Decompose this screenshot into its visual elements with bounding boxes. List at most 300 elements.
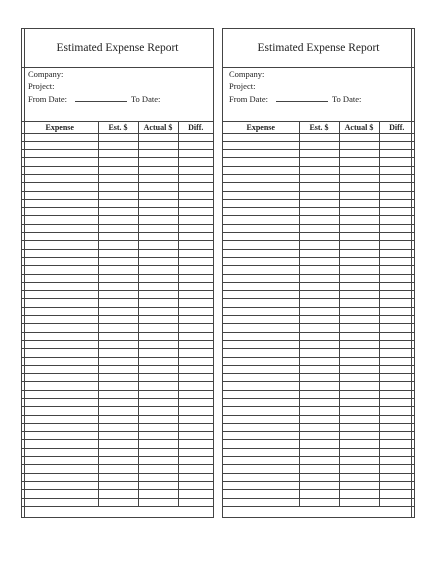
actual-cell[interactable]: [138, 233, 178, 241]
expense-cell[interactable]: [22, 291, 98, 299]
actual-cell[interactable]: [339, 349, 379, 357]
est-cell[interactable]: [299, 473, 339, 481]
est-cell[interactable]: [98, 481, 138, 489]
expense-cell[interactable]: [22, 266, 98, 274]
expense-cell[interactable]: [223, 208, 299, 216]
est-cell[interactable]: [98, 183, 138, 191]
diff-cell[interactable]: [178, 465, 213, 473]
actual-cell[interactable]: [138, 241, 178, 249]
diff-cell[interactable]: [178, 150, 213, 158]
expense-cell[interactable]: [223, 141, 299, 149]
expense-cell[interactable]: [22, 457, 98, 465]
est-cell[interactable]: [299, 233, 339, 241]
expense-cell[interactable]: [22, 324, 98, 332]
est-cell[interactable]: [98, 158, 138, 166]
from-date-field[interactable]: [276, 92, 328, 102]
expense-cell[interactable]: [22, 423, 98, 431]
diff-cell[interactable]: [379, 490, 414, 498]
actual-cell[interactable]: [339, 141, 379, 149]
diff-cell[interactable]: [178, 316, 213, 324]
est-cell[interactable]: [98, 407, 138, 415]
expense-cell[interactable]: [223, 365, 299, 373]
diff-cell[interactable]: [178, 174, 213, 182]
expense-cell[interactable]: [223, 399, 299, 407]
actual-cell[interactable]: [138, 282, 178, 290]
est-cell[interactable]: [98, 399, 138, 407]
diff-cell[interactable]: [178, 481, 213, 489]
diff-cell[interactable]: [178, 490, 213, 498]
expense-cell[interactable]: [22, 382, 98, 390]
expense-cell[interactable]: [22, 191, 98, 199]
diff-cell[interactable]: [178, 332, 213, 340]
diff-cell[interactable]: [178, 340, 213, 348]
diff-cell[interactable]: [178, 216, 213, 224]
diff-cell[interactable]: [379, 481, 414, 489]
diff-cell[interactable]: [379, 423, 414, 431]
diff-cell[interactable]: [379, 199, 414, 207]
diff-cell[interactable]: [379, 307, 414, 315]
expense-cell[interactable]: [223, 390, 299, 398]
est-cell[interactable]: [98, 307, 138, 315]
diff-cell[interactable]: [379, 365, 414, 373]
expense-cell[interactable]: [223, 340, 299, 348]
diff-cell[interactable]: [379, 374, 414, 382]
est-cell[interactable]: [98, 274, 138, 282]
est-cell[interactable]: [299, 432, 339, 440]
est-cell[interactable]: [98, 316, 138, 324]
from-date-field[interactable]: [75, 92, 127, 102]
est-cell[interactable]: [299, 249, 339, 257]
diff-cell[interactable]: [178, 133, 213, 141]
diff-cell[interactable]: [178, 423, 213, 431]
expense-cell[interactable]: [223, 382, 299, 390]
expense-cell[interactable]: [22, 183, 98, 191]
diff-cell[interactable]: [379, 432, 414, 440]
est-cell[interactable]: [299, 291, 339, 299]
est-cell[interactable]: [98, 141, 138, 149]
est-cell[interactable]: [98, 490, 138, 498]
expense-cell[interactable]: [22, 374, 98, 382]
diff-cell[interactable]: [379, 498, 414, 506]
actual-cell[interactable]: [339, 407, 379, 415]
diff-cell[interactable]: [379, 174, 414, 182]
est-cell[interactable]: [299, 299, 339, 307]
expense-cell[interactable]: [22, 481, 98, 489]
expense-cell[interactable]: [22, 150, 98, 158]
actual-cell[interactable]: [339, 357, 379, 365]
expense-cell[interactable]: [22, 340, 98, 348]
actual-cell[interactable]: [339, 166, 379, 174]
est-cell[interactable]: [299, 498, 339, 506]
expense-cell[interactable]: [223, 316, 299, 324]
est-cell[interactable]: [299, 423, 339, 431]
expense-cell[interactable]: [22, 307, 98, 315]
actual-cell[interactable]: [339, 199, 379, 207]
expense-cell[interactable]: [22, 415, 98, 423]
est-cell[interactable]: [98, 415, 138, 423]
est-cell[interactable]: [299, 199, 339, 207]
actual-cell[interactable]: [339, 457, 379, 465]
expense-cell[interactable]: [223, 183, 299, 191]
est-cell[interactable]: [98, 257, 138, 265]
est-cell[interactable]: [98, 457, 138, 465]
est-cell[interactable]: [98, 382, 138, 390]
est-cell[interactable]: [299, 133, 339, 141]
diff-cell[interactable]: [379, 241, 414, 249]
diff-cell[interactable]: [379, 266, 414, 274]
expense-cell[interactable]: [22, 208, 98, 216]
diff-cell[interactable]: [379, 274, 414, 282]
actual-cell[interactable]: [339, 241, 379, 249]
actual-cell[interactable]: [138, 498, 178, 506]
est-cell[interactable]: [299, 374, 339, 382]
est-cell[interactable]: [299, 407, 339, 415]
actual-cell[interactable]: [138, 440, 178, 448]
diff-cell[interactable]: [379, 141, 414, 149]
actual-cell[interactable]: [339, 282, 379, 290]
expense-cell[interactable]: [223, 407, 299, 415]
expense-cell[interactable]: [22, 299, 98, 307]
est-cell[interactable]: [98, 432, 138, 440]
actual-cell[interactable]: [138, 407, 178, 415]
actual-cell[interactable]: [138, 299, 178, 307]
actual-cell[interactable]: [138, 257, 178, 265]
est-cell[interactable]: [299, 241, 339, 249]
est-cell[interactable]: [299, 166, 339, 174]
actual-cell[interactable]: [138, 249, 178, 257]
expense-cell[interactable]: [22, 233, 98, 241]
actual-cell[interactable]: [339, 183, 379, 191]
expense-cell[interactable]: [22, 241, 98, 249]
actual-cell[interactable]: [339, 423, 379, 431]
expense-cell[interactable]: [22, 216, 98, 224]
diff-cell[interactable]: [178, 166, 213, 174]
expense-cell[interactable]: [223, 481, 299, 489]
diff-cell[interactable]: [178, 440, 213, 448]
diff-cell[interactable]: [379, 407, 414, 415]
actual-cell[interactable]: [339, 316, 379, 324]
est-cell[interactable]: [299, 457, 339, 465]
expense-cell[interactable]: [223, 357, 299, 365]
expense-cell[interactable]: [22, 332, 98, 340]
est-cell[interactable]: [299, 174, 339, 182]
actual-cell[interactable]: [138, 307, 178, 315]
expense-cell[interactable]: [223, 274, 299, 282]
expense-cell[interactable]: [223, 498, 299, 506]
expense-cell[interactable]: [22, 282, 98, 290]
actual-cell[interactable]: [138, 316, 178, 324]
est-cell[interactable]: [98, 241, 138, 249]
diff-cell[interactable]: [379, 332, 414, 340]
diff-cell[interactable]: [178, 357, 213, 365]
diff-cell[interactable]: [178, 390, 213, 398]
est-cell[interactable]: [98, 150, 138, 158]
actual-cell[interactable]: [138, 432, 178, 440]
diff-cell[interactable]: [379, 390, 414, 398]
expense-cell[interactable]: [223, 299, 299, 307]
diff-cell[interactable]: [178, 382, 213, 390]
diff-cell[interactable]: [178, 224, 213, 232]
est-cell[interactable]: [98, 465, 138, 473]
actual-cell[interactable]: [339, 133, 379, 141]
expense-cell[interactable]: [223, 307, 299, 315]
actual-cell[interactable]: [339, 399, 379, 407]
est-cell[interactable]: [299, 332, 339, 340]
diff-cell[interactable]: [178, 324, 213, 332]
diff-cell[interactable]: [379, 299, 414, 307]
diff-cell[interactable]: [178, 183, 213, 191]
est-cell[interactable]: [299, 183, 339, 191]
expense-cell[interactable]: [223, 150, 299, 158]
est-cell[interactable]: [299, 191, 339, 199]
actual-cell[interactable]: [138, 150, 178, 158]
expense-cell[interactable]: [22, 432, 98, 440]
actual-cell[interactable]: [138, 399, 178, 407]
diff-cell[interactable]: [178, 257, 213, 265]
expense-cell[interactable]: [22, 407, 98, 415]
est-cell[interactable]: [98, 216, 138, 224]
est-cell[interactable]: [98, 349, 138, 357]
expense-cell[interactable]: [223, 158, 299, 166]
diff-cell[interactable]: [379, 349, 414, 357]
diff-cell[interactable]: [379, 224, 414, 232]
est-cell[interactable]: [299, 266, 339, 274]
diff-cell[interactable]: [379, 324, 414, 332]
actual-cell[interactable]: [339, 291, 379, 299]
expense-cell[interactable]: [22, 349, 98, 357]
diff-cell[interactable]: [379, 340, 414, 348]
diff-cell[interactable]: [379, 191, 414, 199]
diff-cell[interactable]: [178, 282, 213, 290]
expense-cell[interactable]: [22, 133, 98, 141]
diff-cell[interactable]: [379, 216, 414, 224]
actual-cell[interactable]: [138, 374, 178, 382]
est-cell[interactable]: [299, 224, 339, 232]
est-cell[interactable]: [98, 208, 138, 216]
diff-cell[interactable]: [178, 141, 213, 149]
diff-cell[interactable]: [379, 166, 414, 174]
est-cell[interactable]: [98, 266, 138, 274]
diff-cell[interactable]: [178, 349, 213, 357]
actual-cell[interactable]: [339, 374, 379, 382]
diff-cell[interactable]: [178, 266, 213, 274]
actual-cell[interactable]: [339, 324, 379, 332]
actual-cell[interactable]: [339, 332, 379, 340]
diff-cell[interactable]: [178, 307, 213, 315]
diff-cell[interactable]: [178, 473, 213, 481]
diff-cell[interactable]: [379, 440, 414, 448]
expense-cell[interactable]: [223, 473, 299, 481]
actual-cell[interactable]: [339, 473, 379, 481]
est-cell[interactable]: [299, 150, 339, 158]
actual-cell[interactable]: [339, 432, 379, 440]
expense-cell[interactable]: [22, 498, 98, 506]
actual-cell[interactable]: [339, 233, 379, 241]
actual-cell[interactable]: [138, 133, 178, 141]
actual-cell[interactable]: [138, 274, 178, 282]
est-cell[interactable]: [299, 307, 339, 315]
expense-cell[interactable]: [223, 133, 299, 141]
actual-cell[interactable]: [138, 199, 178, 207]
est-cell[interactable]: [299, 274, 339, 282]
est-cell[interactable]: [299, 158, 339, 166]
diff-cell[interactable]: [178, 158, 213, 166]
actual-cell[interactable]: [138, 340, 178, 348]
actual-cell[interactable]: [138, 423, 178, 431]
expense-cell[interactable]: [22, 365, 98, 373]
diff-cell[interactable]: [178, 291, 213, 299]
expense-cell[interactable]: [22, 465, 98, 473]
est-cell[interactable]: [98, 340, 138, 348]
actual-cell[interactable]: [138, 183, 178, 191]
expense-cell[interactable]: [22, 399, 98, 407]
actual-cell[interactable]: [339, 158, 379, 166]
diff-cell[interactable]: [379, 291, 414, 299]
diff-cell[interactable]: [178, 233, 213, 241]
est-cell[interactable]: [98, 224, 138, 232]
actual-cell[interactable]: [138, 216, 178, 224]
diff-cell[interactable]: [178, 249, 213, 257]
expense-cell[interactable]: [223, 233, 299, 241]
expense-cell[interactable]: [223, 199, 299, 207]
actual-cell[interactable]: [138, 141, 178, 149]
est-cell[interactable]: [98, 299, 138, 307]
expense-cell[interactable]: [22, 490, 98, 498]
est-cell[interactable]: [98, 249, 138, 257]
actual-cell[interactable]: [138, 324, 178, 332]
diff-cell[interactable]: [379, 399, 414, 407]
est-cell[interactable]: [98, 423, 138, 431]
diff-cell[interactable]: [379, 473, 414, 481]
actual-cell[interactable]: [339, 382, 379, 390]
est-cell[interactable]: [98, 199, 138, 207]
actual-cell[interactable]: [138, 390, 178, 398]
actual-cell[interactable]: [339, 498, 379, 506]
actual-cell[interactable]: [138, 457, 178, 465]
est-cell[interactable]: [98, 374, 138, 382]
diff-cell[interactable]: [379, 233, 414, 241]
expense-cell[interactable]: [223, 174, 299, 182]
actual-cell[interactable]: [138, 349, 178, 357]
diff-cell[interactable]: [178, 457, 213, 465]
expense-cell[interactable]: [223, 490, 299, 498]
est-cell[interactable]: [98, 390, 138, 398]
expense-cell[interactable]: [22, 224, 98, 232]
diff-cell[interactable]: [178, 299, 213, 307]
diff-cell[interactable]: [178, 432, 213, 440]
actual-cell[interactable]: [339, 490, 379, 498]
expense-cell[interactable]: [223, 224, 299, 232]
actual-cell[interactable]: [138, 481, 178, 489]
diff-cell[interactable]: [379, 316, 414, 324]
expense-cell[interactable]: [223, 324, 299, 332]
est-cell[interactable]: [98, 133, 138, 141]
est-cell[interactable]: [299, 481, 339, 489]
expense-cell[interactable]: [22, 274, 98, 282]
est-cell[interactable]: [299, 208, 339, 216]
est-cell[interactable]: [299, 282, 339, 290]
actual-cell[interactable]: [138, 291, 178, 299]
actual-cell[interactable]: [138, 448, 178, 456]
expense-cell[interactable]: [22, 357, 98, 365]
est-cell[interactable]: [98, 291, 138, 299]
actual-cell[interactable]: [138, 332, 178, 340]
expense-cell[interactable]: [223, 282, 299, 290]
est-cell[interactable]: [299, 390, 339, 398]
expense-cell[interactable]: [223, 440, 299, 448]
actual-cell[interactable]: [138, 415, 178, 423]
expense-cell[interactable]: [22, 440, 98, 448]
est-cell[interactable]: [98, 174, 138, 182]
diff-cell[interactable]: [379, 465, 414, 473]
est-cell[interactable]: [98, 332, 138, 340]
expense-cell[interactable]: [223, 291, 299, 299]
est-cell[interactable]: [299, 349, 339, 357]
diff-cell[interactable]: [379, 150, 414, 158]
actual-cell[interactable]: [339, 224, 379, 232]
est-cell[interactable]: [299, 490, 339, 498]
diff-cell[interactable]: [178, 415, 213, 423]
actual-cell[interactable]: [138, 266, 178, 274]
expense-cell[interactable]: [22, 166, 98, 174]
actual-cell[interactable]: [339, 365, 379, 373]
expense-cell[interactable]: [223, 415, 299, 423]
est-cell[interactable]: [299, 399, 339, 407]
diff-cell[interactable]: [178, 448, 213, 456]
diff-cell[interactable]: [379, 183, 414, 191]
expense-cell[interactable]: [22, 249, 98, 257]
actual-cell[interactable]: [339, 191, 379, 199]
actual-cell[interactable]: [339, 208, 379, 216]
expense-cell[interactable]: [223, 249, 299, 257]
expense-cell[interactable]: [223, 216, 299, 224]
expense-cell[interactable]: [223, 457, 299, 465]
est-cell[interactable]: [98, 191, 138, 199]
actual-cell[interactable]: [339, 448, 379, 456]
diff-cell[interactable]: [379, 282, 414, 290]
est-cell[interactable]: [299, 340, 339, 348]
actual-cell[interactable]: [339, 299, 379, 307]
expense-cell[interactable]: [223, 191, 299, 199]
actual-cell[interactable]: [138, 473, 178, 481]
est-cell[interactable]: [98, 365, 138, 373]
expense-cell[interactable]: [223, 448, 299, 456]
expense-cell[interactable]: [223, 241, 299, 249]
expense-cell[interactable]: [22, 390, 98, 398]
expense-cell[interactable]: [22, 158, 98, 166]
actual-cell[interactable]: [339, 415, 379, 423]
actual-cell[interactable]: [339, 216, 379, 224]
actual-cell[interactable]: [339, 150, 379, 158]
actual-cell[interactable]: [339, 307, 379, 315]
diff-cell[interactable]: [178, 208, 213, 216]
actual-cell[interactable]: [339, 274, 379, 282]
actual-cell[interactable]: [339, 249, 379, 257]
est-cell[interactable]: [98, 357, 138, 365]
expense-cell[interactable]: [22, 473, 98, 481]
diff-cell[interactable]: [379, 382, 414, 390]
diff-cell[interactable]: [178, 241, 213, 249]
actual-cell[interactable]: [339, 465, 379, 473]
expense-cell[interactable]: [223, 432, 299, 440]
diff-cell[interactable]: [379, 158, 414, 166]
actual-cell[interactable]: [138, 382, 178, 390]
expense-cell[interactable]: [223, 465, 299, 473]
est-cell[interactable]: [299, 257, 339, 265]
actual-cell[interactable]: [138, 465, 178, 473]
diff-cell[interactable]: [379, 208, 414, 216]
actual-cell[interactable]: [138, 357, 178, 365]
